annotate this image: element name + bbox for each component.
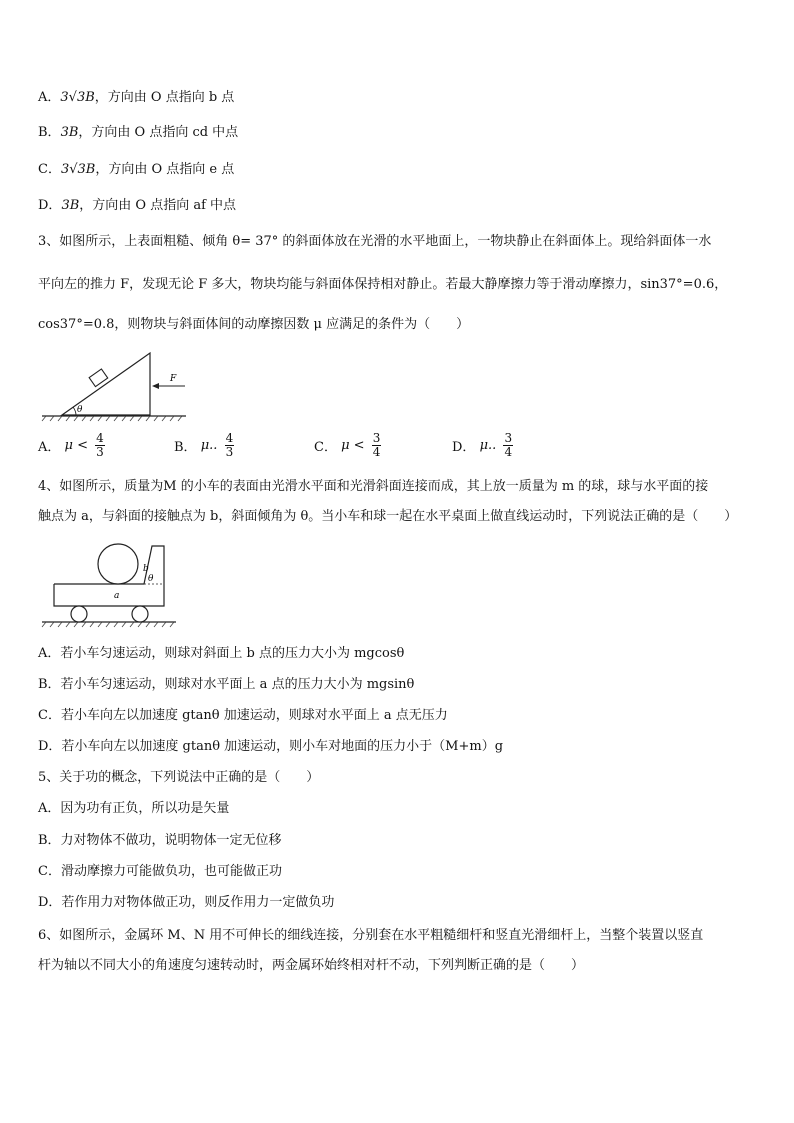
force-label: F	[170, 374, 177, 384]
wheel-right	[132, 606, 148, 622]
q5-stem: 5、关于功的概念，下列说法中正确的是（ ）	[38, 770, 320, 785]
q3-option-c	[314, 432, 381, 459]
fraction-numerator: 4	[96, 431, 104, 445]
q5-option-d: D．若作用力对物体做正功，则反作用力一定做负功	[38, 895, 335, 910]
q4-stem-line-1: 4、如图所示，质量为M 的小车的表面由光滑水平面和光滑斜面连接而成，其上放一质量为 m 的球，球与水平面的接	[38, 479, 709, 494]
q3-stem-line-1: 3、如图所示，上表面粗糙、倾角 θ= 37° 的斜面体放在光滑的水平地面上，一物块静止在斜面体上。现给斜面体一水	[38, 234, 712, 249]
fraction-denominator: 4	[372, 445, 381, 459]
fraction-numerator: 3	[504, 431, 513, 445]
option-relation: μ <	[64, 438, 89, 453]
option-letter: C．	[314, 440, 337, 455]
option-fraction	[372, 432, 382, 459]
q4-option-d: D．若小车向左以加速度 gtanθ 加速运动，则小车对地面的压力小于（M+m）g	[38, 739, 504, 754]
incline-figure	[40, 348, 190, 423]
option-fraction	[225, 432, 235, 459]
option-fraction	[503, 432, 513, 459]
q2-option-b	[38, 125, 238, 141]
q4-option-b: B．若小车匀速运动，则球对水平面上 a 点的压力大小为 mgsinθ	[38, 677, 415, 692]
fraction-denominator: 3	[96, 445, 104, 459]
q2-option-c	[38, 162, 234, 178]
q6-stem-line-2: 杆为轴以不同大小的角速度匀速转动时，两金属环始终相对杆不动，下列判断正确的是（ ）	[38, 958, 585, 973]
option-relation: μ..	[479, 438, 497, 453]
incline-wedge	[62, 353, 150, 415]
option-letter: C．	[38, 162, 61, 177]
q2-option-a	[38, 90, 234, 106]
option-value: 3B	[61, 198, 80, 213]
option-relation: μ..	[200, 438, 218, 453]
point-a-label: a	[114, 591, 120, 601]
ball	[98, 544, 138, 584]
fraction-denominator: 3	[225, 445, 234, 459]
fraction-numerator: 4	[225, 431, 234, 445]
angle-label: θ	[77, 405, 83, 415]
option-fraction	[95, 432, 105, 459]
option-letter: D．	[38, 198, 62, 213]
angle-label: θ	[148, 574, 154, 584]
q6-stem-line-1: 6、如图所示，金属环 M、N 用不可伸长的细线连接，分别套在水平粗糙细杆和竖直光滑细杆上，当整个装置以竖直	[38, 928, 704, 943]
option-letter: A．	[38, 440, 61, 455]
option-text: ，方向由 O 点指向 af 中点	[79, 198, 237, 213]
option-letter: B．	[38, 125, 61, 140]
angle-arc	[73, 407, 76, 415]
option-letter: A．	[38, 90, 61, 105]
q4-option-a: A．若小车匀速运动，则球对斜面上 b 点的压力大小为 mgcosθ	[38, 646, 405, 661]
option-value: 3B	[60, 125, 79, 140]
q5-option-b: B．力对物体不做功，说明物体一定无位移	[38, 833, 282, 848]
q4-option-c: C．若小车向左以加速度 gtanθ 加速运动，则球对水平面上 a 点无压力	[38, 708, 448, 723]
cart-ball-figure	[40, 540, 180, 632]
q3-option-b	[174, 432, 234, 459]
q4-stem-line-2: 触点为 a，与斜面的接触点为 b，斜面倾角为 θ。当小车和球一起在水平桌面上做直线运动时，下列说法正确的是（ ）	[38, 509, 738, 524]
q2-option-d	[38, 198, 236, 214]
option-letter: B．	[174, 440, 197, 455]
q3-stem-line-3: cos37°=0.8，则物块与斜面体间的动摩擦因数 μ 应满足的条件为（ ）	[38, 317, 470, 332]
option-text: ，方向由 O 点指向 e 点	[95, 162, 235, 177]
q3-option-a	[38, 432, 105, 459]
wheel-left	[71, 606, 87, 622]
block	[89, 369, 108, 387]
q5-option-a: A．因为功有正负，所以功是矢量	[38, 801, 230, 816]
ground-hatching	[42, 416, 182, 421]
q3-option-d	[452, 432, 513, 459]
option-value: 3√3B	[60, 162, 96, 177]
option-text: ，方向由 O 点指向 cd 中点	[78, 125, 239, 140]
force-arrowhead	[152, 383, 159, 389]
option-value: 3√3B	[60, 90, 95, 105]
q3-options	[38, 432, 738, 470]
q3-stem-line-2: 平向左的推力 F，发现无论 F 多大，物块均能与斜面体保持相对静止。若最大静摩擦力等于滑动摩擦力，sin37°=0.6，	[38, 277, 728, 292]
option-letter: D．	[452, 440, 476, 455]
option-relation: μ <	[341, 438, 365, 453]
option-text: ，方向由 O 点指向 b 点	[94, 90, 235, 105]
fraction-numerator: 3	[372, 431, 381, 445]
table-hatching	[42, 622, 174, 627]
fraction-denominator: 4	[504, 445, 513, 459]
q5-option-c: C．滑动摩擦力可能做负功，也可能做正功	[38, 864, 282, 879]
point-b-label: b	[143, 564, 149, 574]
